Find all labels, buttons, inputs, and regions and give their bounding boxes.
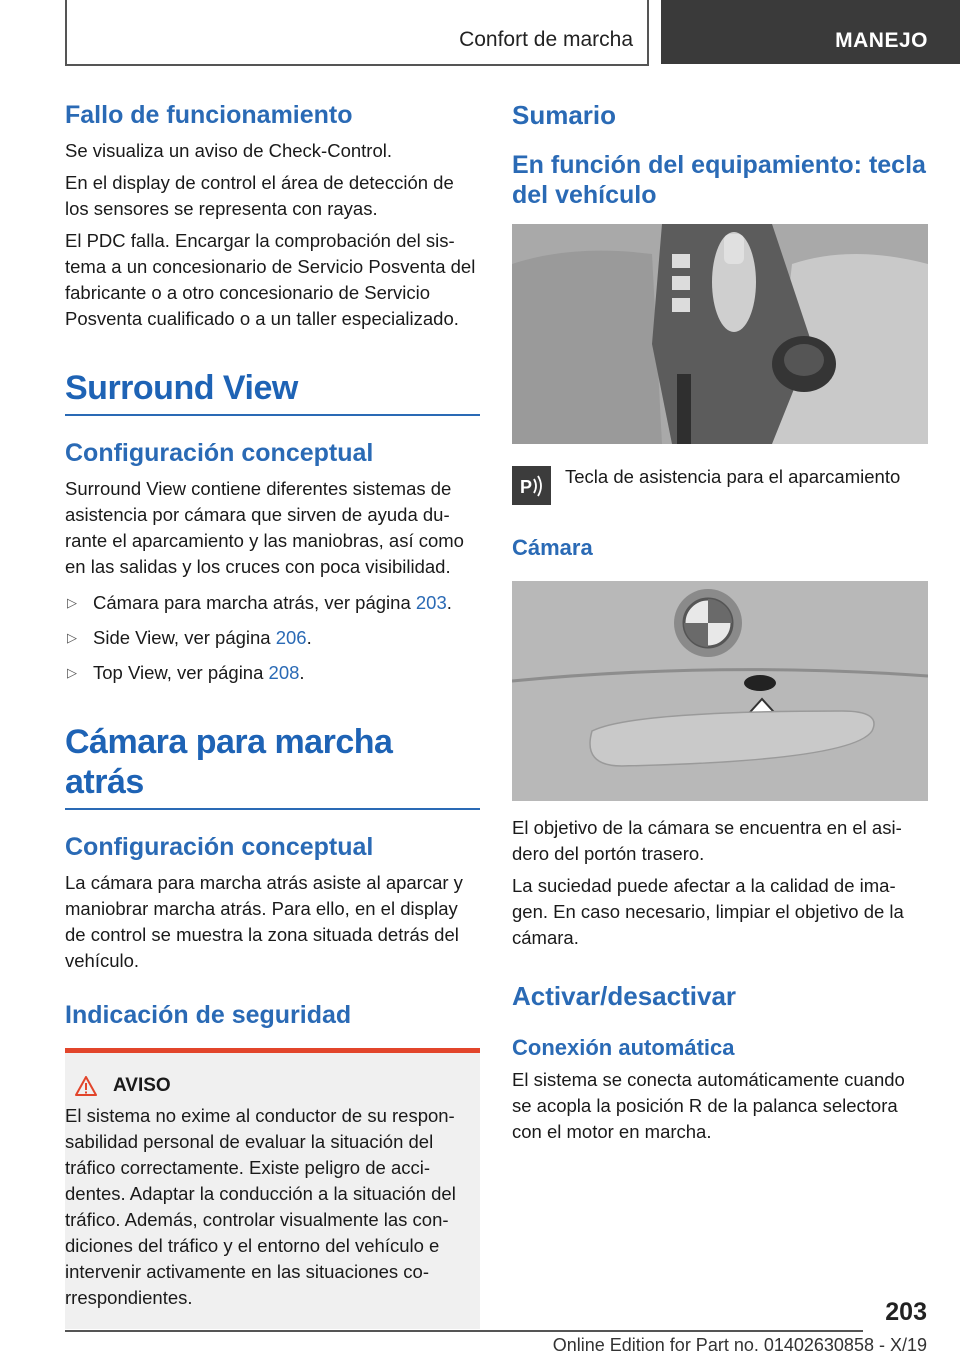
- page-header: [0, 0, 960, 66]
- paragraph-configuracion-2: La cámara para marcha atrás asiste al aparcar y maniobrar marcha atrás. Para ello, en el display de control se muestra la zona situada detrás del vehículo.: [65, 872, 463, 971]
- page-link[interactable]: 206: [275, 627, 307, 648]
- heading-sumario: Sumario: [512, 100, 617, 130]
- left-column: [65, 100, 480, 1329]
- warning-header: [65, 1075, 470, 1097]
- triangle-bullet-icon: ▷: [67, 665, 77, 680]
- page-number: 203: [885, 1298, 927, 1326]
- heading-configuracion-2: Configuración conceptual: [65, 833, 374, 861]
- right-column: [512, 100, 928, 1145]
- parking-assist-button-icon: [512, 466, 551, 505]
- heading-tecla-vehiculo: En función del equipamiento: tecla del vehículo: [512, 151, 926, 209]
- chapter-tab: [661, 0, 960, 64]
- center-console-illustration: [512, 224, 928, 444]
- chapter-title: MANEJO: [835, 29, 928, 52]
- heading-seguridad: Indicación de seguridad: [65, 1001, 352, 1029]
- warning-triangle-icon: [75, 1076, 97, 1096]
- tailgate-camera-image: [512, 581, 928, 801]
- paragraph-configuracion-1: Surround View contiene diferentes sistemas de asistencia por cámara que sirven de ayuda du-rante el aparcamiento y las maniobras, así como en las salidas y los cruces con poca visibilidad.: [65, 478, 464, 577]
- heading-configuracion-1: Configuración conceptual: [65, 439, 374, 467]
- triangle-bullet-icon: ▷: [67, 630, 77, 645]
- heading-camara: Cámara: [512, 535, 593, 560]
- warning-label: AVISO: [113, 1075, 171, 1096]
- paragraph-fallo-1: Se visualiza un aviso de Check-Control.: [65, 140, 392, 161]
- paragraph-camara-1: El objetivo de la cámara se encuentra en el asi-dero del portón trasero.: [512, 817, 902, 864]
- heading-activar: Activar/desactivar: [512, 981, 737, 1011]
- page-link[interactable]: 208: [268, 662, 300, 683]
- list-item: ▷ Side View, ver página 206.: [65, 625, 480, 651]
- paragraph-fallo-3: El PDC falla. Encargar la comprobación del sis-tema a un concesionario de Servicio Posventa del fabricante o a otro concesionario de Servicio Posventa cualificado o a un taller especializado.: [65, 230, 476, 329]
- warning-box: [65, 1048, 480, 1329]
- paragraph-fallo-2: En el display de control el área de detección de los sensores se representa con rayas.: [65, 172, 454, 219]
- svg-text:P: P: [519, 476, 532, 497]
- list-item: ▷ Top View, ver página 208.: [65, 660, 480, 686]
- warning-text: El sistema no exime al conductor de su respon-sabilidad personal de evaluar la situación del tráfico correctamente. Existe peligro de acci-dentes. Adaptar la conducción a la situación del tráfico. Además, controlar visualmente las con-diciones del tráfico y el entorno del vehículo e intervenir activamente en las situaciones co-rrespondientes.: [65, 1105, 456, 1308]
- heading-camara-marcha-atras: Cámara para marcha atrás: [65, 722, 480, 810]
- heading-fallo: Fallo de funcionamiento: [65, 101, 353, 129]
- paragraph-conexion: El sistema se conecta automáticamente cuando se acopla la posición R de la palanca selectora con el motor en marcha.: [512, 1069, 905, 1142]
- tailgate-camera-illustration: [512, 581, 928, 801]
- triangle-bullet-icon: ▷: [67, 595, 77, 610]
- section-title: Confort de marcha: [459, 28, 633, 51]
- center-console-image: [512, 224, 928, 444]
- heading-conexion: Conexión automática: [512, 1035, 735, 1060]
- paragraph-camara-2: La suciedad puede afectar a la calidad de ima-gen. En caso necesario, limpiar el objetivo de la cámara.: [512, 875, 904, 948]
- page-link[interactable]: 203: [415, 592, 447, 613]
- footer-edition: Online Edition for Part no. 01402630858 - X/19: [552, 1335, 927, 1355]
- section-tab: [65, 0, 649, 66]
- parking-assist-caption: [512, 466, 928, 505]
- parking-assist-caption-text: Tecla de asistencia para el aparcamiento: [565, 466, 901, 487]
- footer-divider: [65, 1330, 863, 1332]
- heading-surround-view: Surround View: [65, 368, 480, 416]
- list-item: ▷ Cámara para marcha atrás, ver página 203.: [65, 590, 480, 616]
